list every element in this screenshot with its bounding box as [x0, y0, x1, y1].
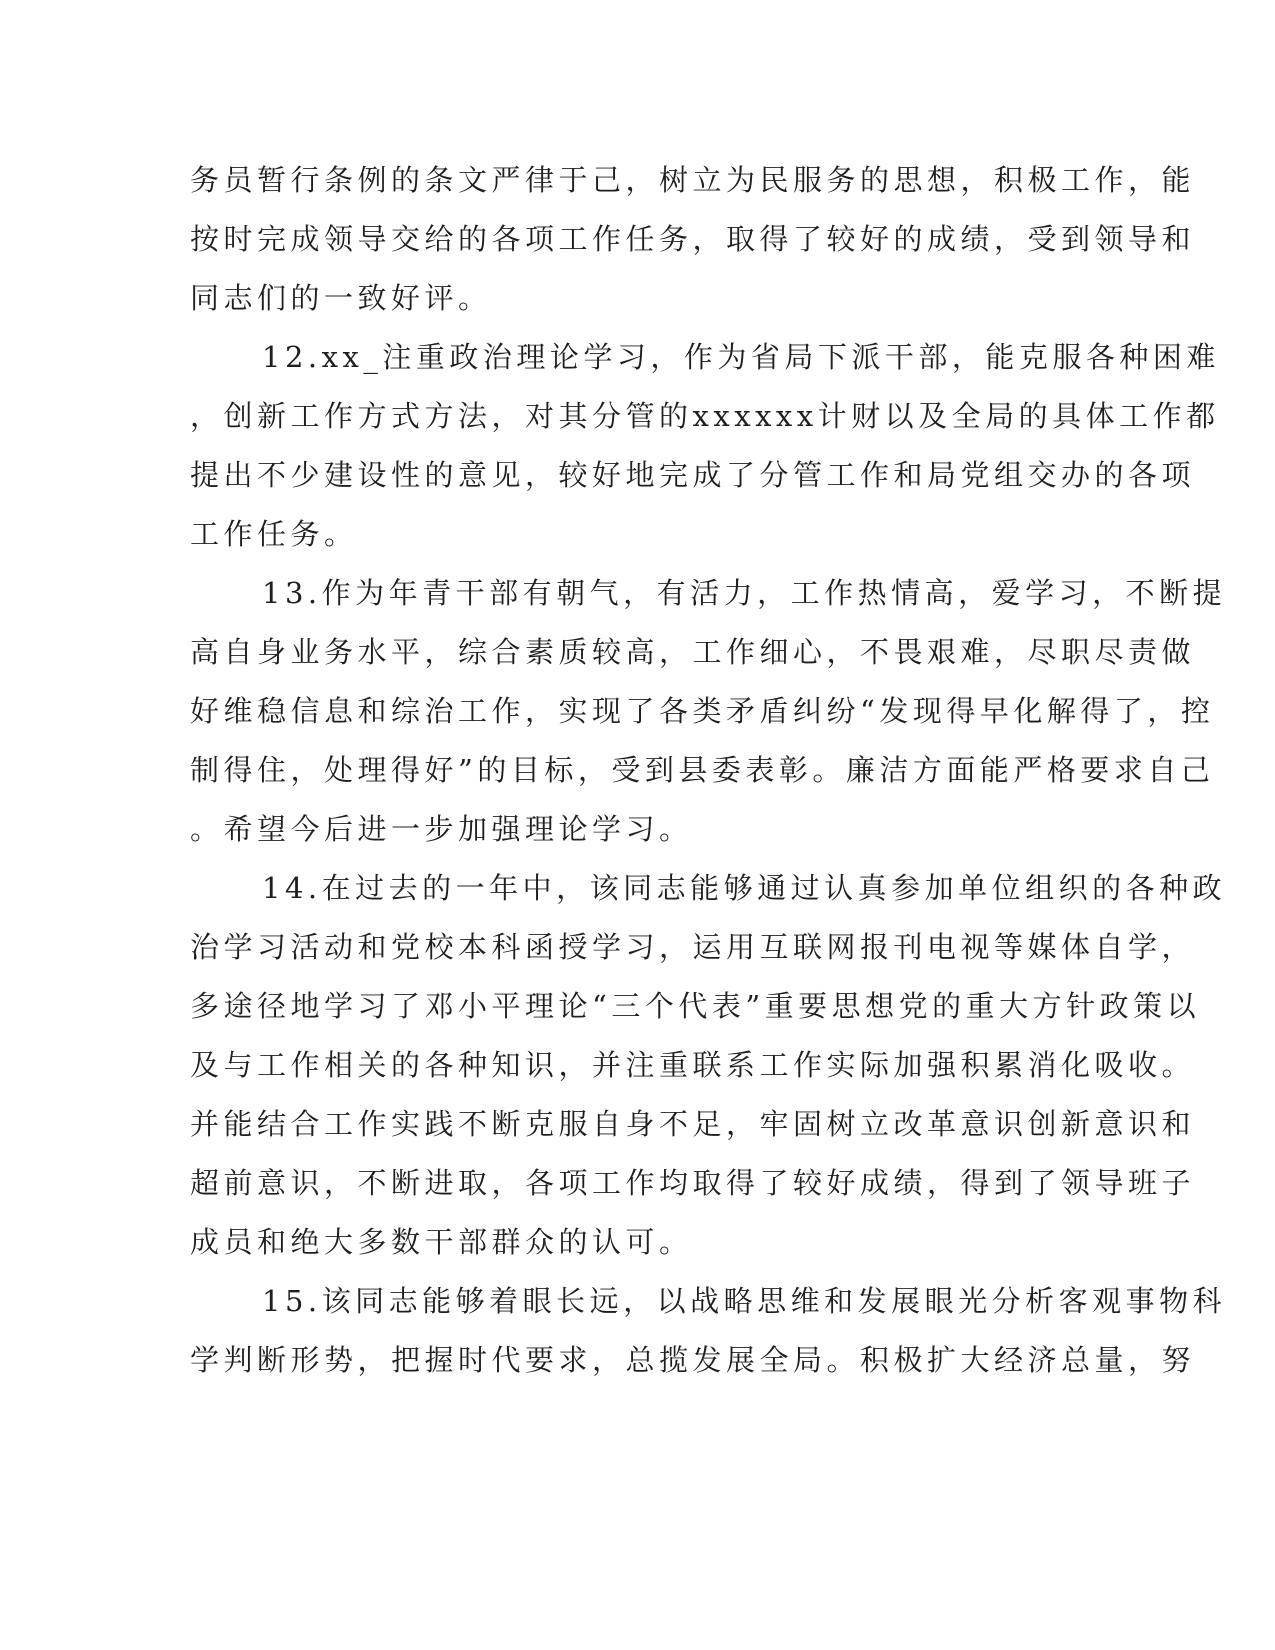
text-line: 多途径地学习了邓小平理论“三个代表”重要思想党的重大方针政策以	[190, 989, 1201, 1023]
text-line: 提出不少建设性的意见，较好地完成了分管工作和局党组交办的各项	[190, 458, 1196, 492]
text-line: 并能结合工作实践不断克服自身不足，牢固树立改革意识创新意识和	[190, 1107, 1196, 1141]
text-line: 高自身业务水平，综合素质较高，工作细心，不畏艰难，尽职尽责做	[190, 635, 1196, 669]
text-line: 按时完成领导交给的各项工作任务，取得了较好的成绩，受到领导和	[190, 222, 1196, 256]
text-line: 成员和绝大多数干部群众的认可。	[190, 1225, 693, 1259]
text-line: 好维稳信息和综治工作，实现了各类矛盾纠纷“发现得早化解得了，控	[190, 694, 1215, 728]
text-line: 。希望今后进一步加强理论学习。	[190, 812, 693, 846]
text-line: 制得住，处理得好”的目标，受到县委表彰。廉洁方面能严格要求自己	[190, 753, 1215, 787]
text-line: 14.在过去的一年中，该同志能够通过认真参加单位组织的各种政	[262, 871, 1227, 905]
text-line: ，创新工作方式方法，对其分管的xxxxxx计财以及全局的具体工作都	[190, 399, 1220, 433]
text-line: 务员暂行条例的条文严律于己，树立为民服务的思想，积极工作，能	[190, 163, 1196, 197]
text-line: 工作任务。	[190, 517, 358, 551]
text-line: 13.作为年青干部有朝气，有活力，工作热情高，爱学习，不断提	[262, 576, 1227, 610]
text-line: 同志们的一致好评。	[190, 281, 492, 315]
text-line: 学判断形势，把握时代要求，总揽发展全局。积极扩大经济总量，努	[190, 1343, 1196, 1377]
text-line: 治学习活动和党校本科函授学习，运用互联网报刊电视等媒体自学，	[190, 930, 1196, 964]
text-line: 及与工作相关的各种知识，并注重联系工作实际加强积累消化吸收。	[190, 1048, 1196, 1082]
text-line: 12.xx_注重政治理论学习，作为省局下派干部，能克服各种困难	[262, 340, 1220, 374]
text-line: 15.该同志能够着眼长远，以战略思维和发展眼光分析客观事物科	[262, 1284, 1227, 1318]
text-line: 超前意识，不断进取，各项工作均取得了较好成绩，得到了领导班子	[190, 1166, 1196, 1200]
